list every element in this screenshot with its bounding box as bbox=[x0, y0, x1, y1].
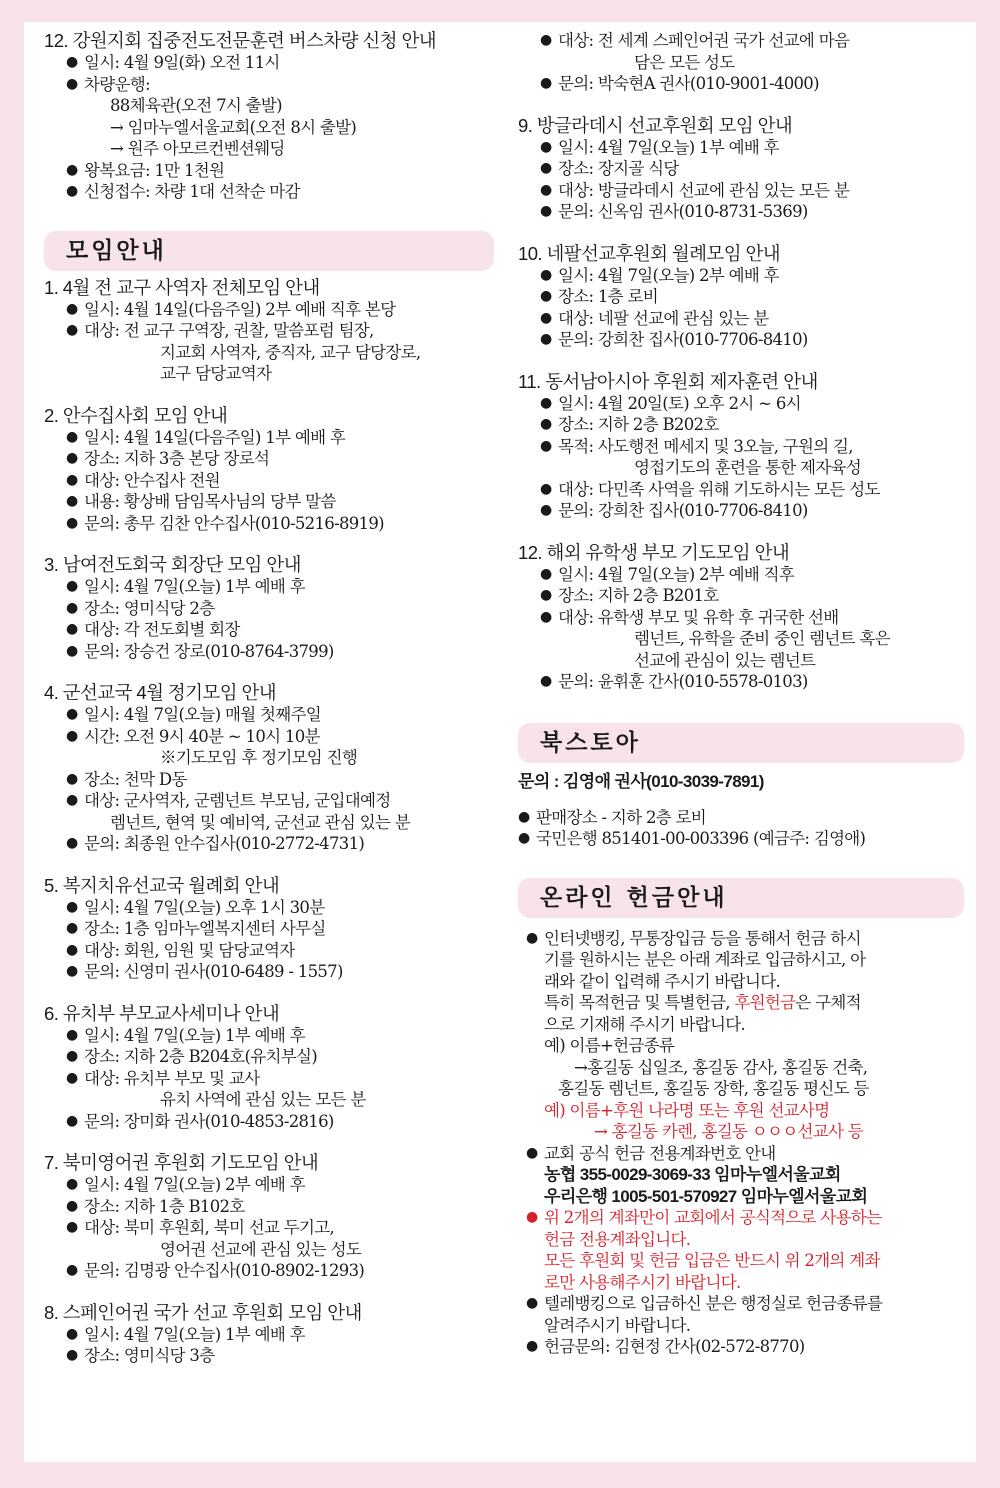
section-title: 1. 4월 전 교구 사역자 전체모임 안내 bbox=[44, 276, 320, 298]
list-item-cont: 지교회 사역자, 중직자, 교구 담당장로, bbox=[160, 342, 421, 362]
list-item: ● 대상: 회원, 임원 및 담당교역자 bbox=[44, 940, 494, 962]
list-item: ● 일시: 4월 20일(토) 오후 2시 ~ 6시 bbox=[518, 393, 964, 415]
list-item-red: ● 위 2개의 계좌만이 교회에서 공식적으로 사용하는 bbox=[518, 1207, 964, 1229]
list-item: ● 대상: 방글라데시 선교에 관심 있는 모든 분 bbox=[518, 180, 964, 202]
list-item: ● 대상: 북미 후원회, 북미 선교 두기고, bbox=[44, 1217, 494, 1239]
list-item: ● 문의: 윤휘훈 간사(010-5578-0103) bbox=[518, 671, 964, 693]
list-item: ● 장소: 지하 2층 B201호 bbox=[518, 585, 964, 607]
list-item: ● 시간: 오전 9시 40분 ~ 10시 10분 bbox=[44, 726, 494, 748]
section-meeting-9 bbox=[518, 115, 964, 223]
list-item: ● 텔레뱅킹으로 입금하신 분은 행정실로 헌금종류를 bbox=[518, 1293, 964, 1315]
list-item: ● 문의: 장미화 권사(010-4853-2816) bbox=[44, 1111, 494, 1133]
text-line-red: 로만 사용해주시기 바랍니다. bbox=[544, 1272, 741, 1292]
section-bookstore bbox=[518, 771, 964, 850]
text-line: 알려주시기 바랍니다. bbox=[544, 1315, 691, 1335]
list-item: ● 내용: 황상배 담임목사님의 당부 말씀 bbox=[44, 491, 494, 513]
section-title: 4. 군선교국 4월 정기모임 안내 bbox=[44, 682, 277, 703]
list-item: ● 일시: 4월 7일(오늘) 매월 첫째주일 bbox=[44, 704, 494, 726]
section-title: 11. 동서남아시아 후원회 제자훈련 안내 bbox=[518, 370, 818, 392]
section-meeting-8-cont bbox=[518, 30, 964, 95]
list-item: ● 문의: 박숙현A 권사(010-9001-4000) bbox=[518, 73, 964, 95]
bank-account-woori: 우리은행 1005-501-570927 임마누엘서울교회 bbox=[544, 1186, 868, 1206]
section-title: 8. 스페인어권 국가 선교 후원회 모임 안내 bbox=[44, 1301, 362, 1323]
section-meeting-8 bbox=[44, 1302, 494, 1367]
text-line: →홍길동 십일조, 홍길동 감사, 홍길동 건축, bbox=[574, 1057, 868, 1077]
list-item: ● 일시: 4월 14일(다음주일) 1부 예배 후 bbox=[44, 427, 494, 449]
list-item-cont: → 임마누엘서울교회(오전 8시 출발) bbox=[110, 117, 357, 137]
section-meeting-5 bbox=[44, 875, 494, 983]
text-line: 으로 기재해 주시기 바랍니다. bbox=[544, 1014, 746, 1034]
section-title: 7. 북미영어권 후원회 기도모임 안내 bbox=[44, 1152, 319, 1173]
text-line: 예) 이름+헌금종류 bbox=[544, 1036, 675, 1055]
list-item: ● 일시: 4월 7일(오늘) 오후 1시 30분 bbox=[44, 897, 494, 919]
list-item-cont: 88체육관(오전 7시 출발) bbox=[110, 96, 282, 115]
section-title: 2. 안수집사회 모임 안내 bbox=[44, 404, 228, 426]
list-item-cont: 선교에 관심이 있는 렘넌트 bbox=[634, 650, 816, 670]
section-banner-meetings: 모임안내 bbox=[44, 231, 494, 271]
text-line-red: 헌금 전용계좌입니다. bbox=[544, 1229, 691, 1249]
text-line: 래와 같이 입력해 주시기 바랍니다. bbox=[544, 971, 781, 991]
list-item-cont: ※기도모임 후 정기모임 진행 bbox=[160, 748, 358, 767]
section-title: 10. 네팔선교후원회 월례모임 안내 bbox=[518, 242, 781, 264]
section-meeting-3 bbox=[44, 554, 494, 662]
list-item: ● 인터넷뱅킹, 무통장입금 등을 통해서 헌금 하시 bbox=[518, 928, 964, 950]
list-item: ● 문의: 신옥임 권사(010-8731-5369) bbox=[518, 201, 964, 223]
list-item-cont: 유치 사역에 관심 있는 모든 분 bbox=[160, 1090, 366, 1109]
list-item-cont: 담은 모든 성도 bbox=[634, 52, 735, 72]
section-banner-bookstore: 북스토아 bbox=[518, 723, 964, 763]
bank-account-nonghyup: 농협 355-0029-3069-33 임마누엘서울교회 bbox=[544, 1165, 841, 1184]
list-item: ● 일시: 4월 7일(오늘) 1부 예배 후 bbox=[44, 1025, 494, 1047]
list-item: ● 대상: 유학생 부모 및 유학 후 귀국한 선배 bbox=[518, 607, 964, 629]
text-segment: 은 구체적 bbox=[795, 993, 861, 1012]
section-meeting-4 bbox=[44, 682, 494, 855]
list-item: ● 장소: 지하 1층 B102호 bbox=[44, 1196, 494, 1218]
list-item: ● 신청접수: 차량 1대 선착순 마감 bbox=[44, 181, 494, 203]
list-item: ● 장소: 천막 D동 bbox=[44, 769, 494, 791]
section-title: 5. 복지치유선교국 월례회 안내 bbox=[44, 874, 280, 896]
text-line: 홍길동 렘넌트, 홍길동 장학, 홍길동 평신도 등 bbox=[558, 1079, 869, 1098]
list-item: ● 교회 공식 헌금 전용계좌번호 안내 bbox=[518, 1143, 964, 1165]
list-item: ● 일시: 4월 7일(오늘) 2부 예배 후 bbox=[44, 1174, 494, 1196]
list-item: ● 대상: 네팔 선교에 관심 있는 분 bbox=[518, 308, 964, 330]
list-item: ● 헌금문의: 김현정 간사(02-572-8770) bbox=[518, 1336, 964, 1358]
list-item: ● 문의: 강희찬 집사(010-7706-8410) bbox=[518, 500, 964, 522]
list-item: ● 장소: 1층 로비 bbox=[518, 286, 964, 308]
list-item: ● 장소: 1층 임마누엘복지센터 사무실 bbox=[44, 918, 494, 940]
section-online-offering bbox=[518, 928, 964, 1358]
section-title: 3. 남여전도회국 회장단 모임 안내 bbox=[44, 554, 301, 575]
list-item: ● 대상: 다민족 사역을 위해 기도하시는 모든 성도 bbox=[518, 479, 964, 501]
list-item: ● 문의: 김명광 안수집사(010-8902-1293) bbox=[44, 1260, 494, 1282]
list-item-cont: 교구 담당교역자 bbox=[160, 364, 272, 383]
list-item: ● 대상: 안수집사 전원 bbox=[44, 470, 494, 492]
list-item: ● 문의: 강희찬 집사(010-7706-8410) bbox=[518, 329, 964, 351]
list-item-cont: 영접기도의 훈련을 통한 제자육성 bbox=[634, 458, 861, 477]
section-meeting-6 bbox=[44, 1003, 494, 1133]
left-column bbox=[44, 30, 494, 1387]
highlight-text: 후원헌금 bbox=[734, 993, 796, 1012]
list-item: ● 목적: 사도행전 메세지 및 3오늘, 구원의 길, bbox=[518, 436, 964, 458]
section-title: 9. 방글라데시 선교후원회 모임 안내 bbox=[518, 114, 793, 136]
list-item-cont: 영어권 선교에 관심 있는 성도 bbox=[160, 1239, 362, 1259]
list-item: ● 대상: 각 전도회별 회장 bbox=[44, 619, 494, 641]
section-banner-online-offering: 온라인 헌금안내 bbox=[518, 878, 964, 918]
list-item: ● 장소: 영미식당 2층 bbox=[44, 598, 494, 620]
list-item: ● 문의: 총무 김찬 안수집사(010-5216-8919) bbox=[44, 513, 494, 535]
list-item: ● 문의: 신영미 권사(010-6489 - 1557) bbox=[44, 961, 494, 983]
text-line-red: 예) 이름+후원 나라명 또는 후원 선교사명 bbox=[544, 1100, 830, 1120]
list-item: ● 국민은행 851401-00-003396 (예금주: 김영애) bbox=[518, 828, 964, 850]
list-item: ● 장소: 지하 3층 본당 장로석 bbox=[44, 448, 494, 470]
section-title: 6. 유치부 부모교사세미나 안내 bbox=[44, 1002, 280, 1024]
list-item: ● 대상: 전 교구 구역장, 권찰, 말씀포럼 팀장, bbox=[44, 320, 494, 342]
section-title: 12. 강원지회 집중전도전문훈련 버스차량 신청 안내 bbox=[44, 30, 437, 51]
text-segment: 특히 목적헌금 및 특별헌금, bbox=[544, 993, 735, 1012]
section-meeting-11 bbox=[518, 371, 964, 522]
section-meeting-1 bbox=[44, 277, 494, 385]
list-item: ● 일시: 4월 14일(다음주일) 2부 예배 직후 본당 bbox=[44, 299, 494, 321]
list-item: ● 일시: 4월 9일(화) 오전 11시 bbox=[44, 52, 494, 74]
section-meeting-12 bbox=[518, 542, 964, 693]
text-line bbox=[518, 992, 964, 1014]
list-item: ● 대상: 전 세계 스페인어권 국가 선교에 마음 bbox=[518, 30, 964, 52]
list-item-cont: 렘넌트, 유학을 준비 중인 렘넌트 혹은 bbox=[634, 629, 890, 648]
list-item: ● 대상: 유치부 부모 및 교사 bbox=[44, 1068, 494, 1090]
list-item: ● 일시: 4월 7일(오늘) 1부 예배 후 bbox=[44, 1324, 494, 1346]
list-item: ● 장소: 지하 2층 B204호(유치부실) bbox=[44, 1046, 494, 1068]
list-item: ● 일시: 4월 7일(오늘) 2부 예배 직후 bbox=[518, 564, 964, 586]
bulletin-page bbox=[24, 22, 976, 1462]
list-item: ● 장소: 장지골 식당 bbox=[518, 158, 964, 180]
list-item: ● 문의: 장승건 장로(010-8764-3799) bbox=[44, 641, 494, 663]
list-item: ● 판매장소 - 지하 2층 로비 bbox=[518, 807, 964, 829]
text-line: 기를 원하시는 분은 아래 계좌로 입금하시고, 아 bbox=[544, 950, 866, 969]
list-item: ● 일시: 4월 7일(오늘) 1부 예배 후 bbox=[518, 137, 964, 159]
list-item: ● 일시: 4월 7일(오늘) 1부 예배 후 bbox=[44, 576, 494, 598]
list-item: ● 차량운행: bbox=[44, 74, 494, 96]
section-meeting-7 bbox=[44, 1152, 494, 1282]
section-meeting-2 bbox=[44, 405, 494, 535]
list-item: ● 장소: 영미식당 3층 bbox=[44, 1345, 494, 1367]
list-item-cont: 렘넌트, 현역 및 예비역, 군선교 관심 있는 분 bbox=[110, 812, 410, 832]
list-item-cont: → 원주 아모르컨벤션웨딩 bbox=[110, 139, 285, 158]
list-item: ● 대상: 군사역자, 군렘넌트 부모님, 군입대예정 bbox=[44, 790, 494, 812]
section-meeting-10 bbox=[518, 243, 964, 351]
list-item: ● 일시: 4월 7일(오늘) 2부 예배 후 bbox=[518, 265, 964, 287]
bookstore-contact: 문의 : 김영애 권사(010-3039-7891) bbox=[518, 771, 764, 791]
section-title: 12. 해외 유학생 부모 기도모임 안내 bbox=[518, 541, 790, 563]
list-item: ● 장소: 지하 2층 B202호 bbox=[518, 414, 964, 436]
list-item: ● 문의: 최종원 안수집사(010-2772-4731) bbox=[44, 833, 494, 855]
list-item: ● 왕복요금: 1만 1천원 bbox=[44, 160, 494, 182]
text-line-red: → 홍길동 카렌, 홍길동 ㅇㅇㅇ선교사 등 bbox=[594, 1122, 863, 1141]
right-column bbox=[518, 30, 964, 1378]
text-line-red: 모든 후원회 및 헌금 입금은 반드시 위 2개의 계좌 bbox=[544, 1251, 880, 1270]
section-gangwon-bus bbox=[44, 30, 494, 203]
